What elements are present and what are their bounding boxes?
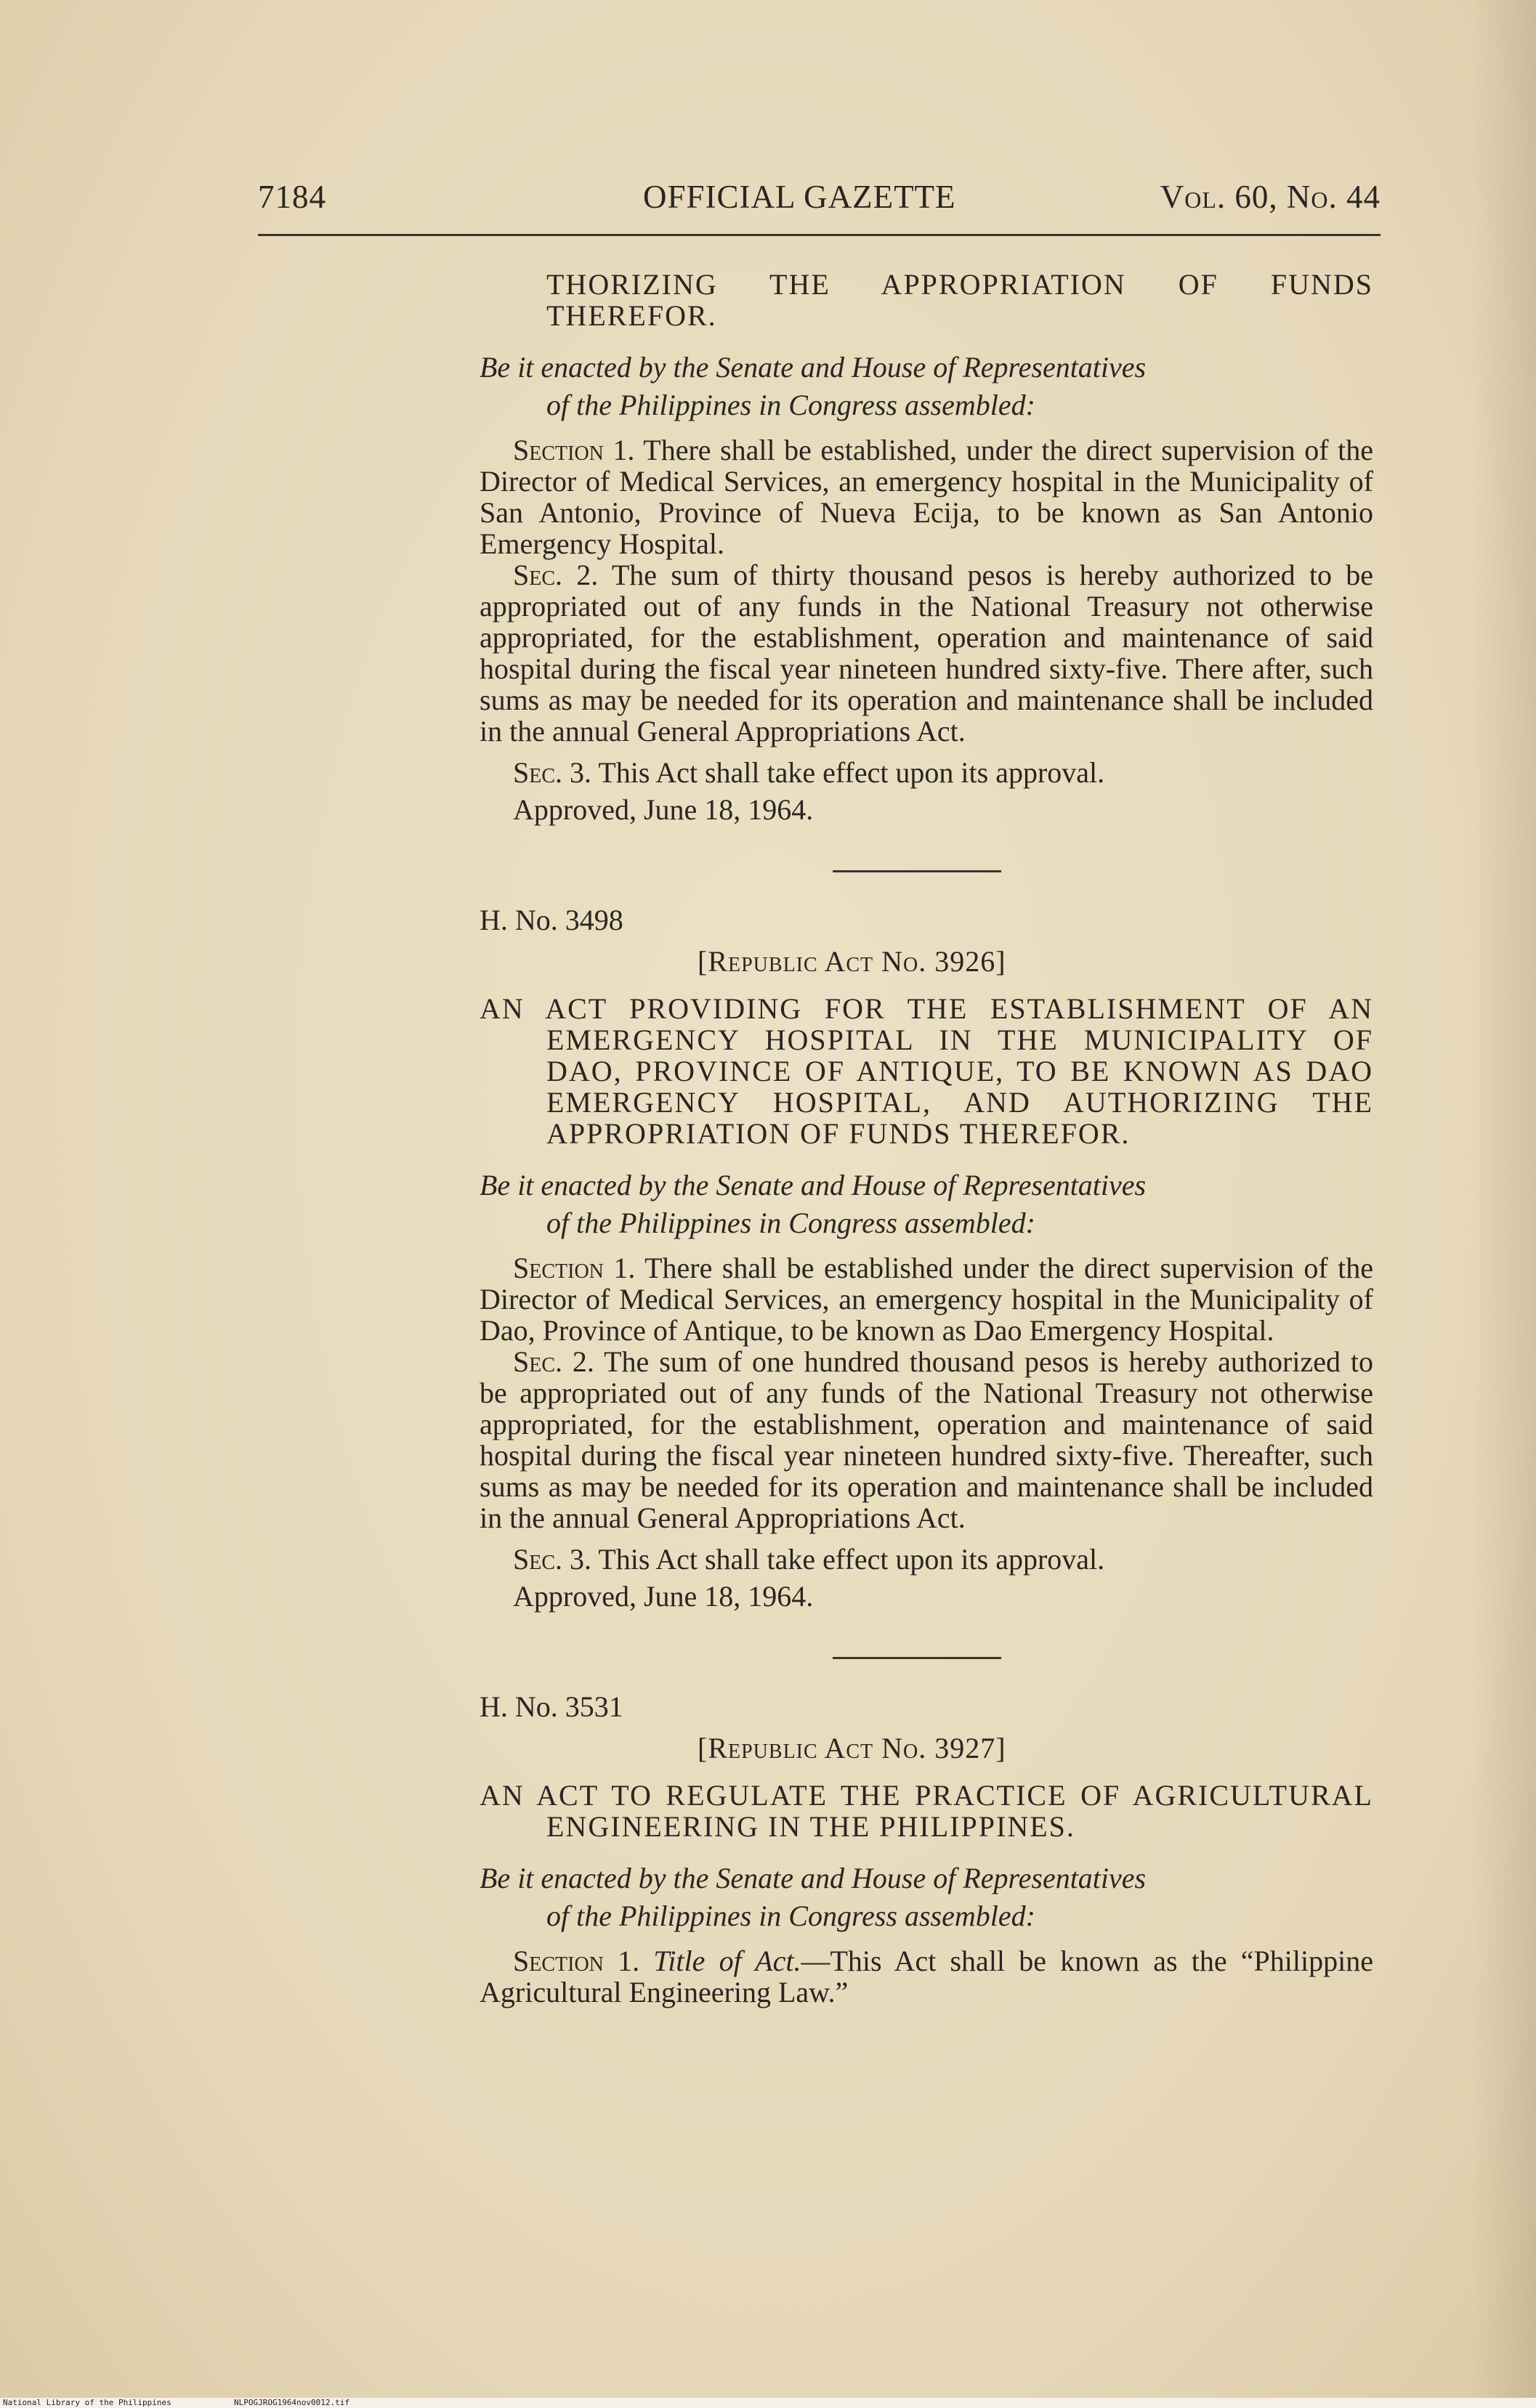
page-content bbox=[480, 269, 1373, 2008]
act3-title: AN ACT TO REGULATE THE PRACTICE OF AGRICULTURAL ENGINEERING IN THE PHILIPPINES. bbox=[480, 1779, 1373, 1843]
scan-footer bbox=[0, 2398, 1536, 2408]
section-label: Section 1. bbox=[513, 434, 635, 466]
page-edge-shadow bbox=[1471, 0, 1536, 2408]
act3-republic-act: [Republic Act No. 3927] bbox=[698, 1732, 1006, 1764]
enacting-line-1: Be it enacted by the Senate and House of Representatives bbox=[480, 1169, 1147, 1201]
publication-title: OFFICIAL GAZETTE bbox=[643, 179, 956, 215]
act3-enacting-clause bbox=[480, 1860, 1373, 1935]
page-number: 7184 bbox=[258, 179, 326, 215]
section-text: —This Act shall be known as the “Philippine Agricultural Engineering Law.” bbox=[480, 1945, 1373, 2008]
file-identifier: NLPOGJROG1964nov0012.tif bbox=[234, 2398, 349, 2407]
section-text: This Act shall take effect upon its approval. bbox=[598, 756, 1105, 789]
enacting-line-2: of the Philippines in Congress assembled: bbox=[546, 389, 1035, 421]
enacting-line-1: Be it enacted by the Senate and House of Representatives bbox=[480, 1862, 1147, 1894]
volume-number: Vol. 60, No. 44 bbox=[1160, 179, 1381, 215]
section-text: The sum of one hundred thousand pesos is hereby authorized to be appropriated out of any funds of the National Treasury not otherwise appropriated, for the establishment, operation and maintenance of said hospital during the fiscal year nineteen hundred sixty-five. Thereafter, such sums as may be needed for its operation and maintenance shall be included in the annual General Appropriations Act. bbox=[480, 1345, 1373, 1534]
page-header bbox=[258, 178, 1381, 222]
section-label: Sec. 2. bbox=[513, 559, 599, 591]
act2-section-2 bbox=[480, 1346, 1373, 1533]
header-rule bbox=[258, 234, 1381, 236]
act2-title: AN ACT PROVIDING FOR THE ESTABLISHMENT OF AN EMERGENCY HOSPITAL IN THE MUNICIPALITY OF DAO, PROVINCE OF ANTIQUE, TO BE KNOWN AS DAO EMERGENCY HOSPITAL, AND AUTHORIZING THE APPROPRIATION OF FUNDS THEREFOR. bbox=[480, 992, 1373, 1150]
act1-approved: Approved, June 18, 1964. bbox=[513, 793, 814, 826]
enacting-line-2: of the Philippines in Congress assembled: bbox=[546, 1900, 1035, 1932]
section-text: There shall be established, under the direct supervision of the Director of Medical Services, an emergency hospital in the Municipality of San Antonio, Province of Nueva Ecija, to be known as San Antonio Emergency Hospital. bbox=[480, 434, 1373, 560]
act3-house-number: H. No. 3531 bbox=[480, 1690, 623, 1723]
act2-enacting-clause bbox=[480, 1167, 1373, 1242]
act2-section-1 bbox=[480, 1252, 1373, 1346]
act2-approved: Approved, June 18, 1964. bbox=[513, 1580, 814, 1613]
act3-section-1 bbox=[480, 1945, 1373, 2008]
act1-section-2 bbox=[480, 559, 1373, 747]
section-divider bbox=[833, 870, 1001, 872]
section-heading: Title of Act. bbox=[653, 1945, 801, 1977]
section-text: The sum of thirty thousand pesos is hereby authorized to be appropriated out of any funds in the National Treasury not otherwise appropriated, for the establishment, operation and maintenance of said hospital during the fiscal year nineteen hundred sixty-five. There after, such sums as may be needed for its operation and maintenance shall be included in the annual General Appropriations Act. bbox=[480, 559, 1373, 747]
enacting-line-1: Be it enacted by the Senate and House of Representatives bbox=[480, 351, 1147, 384]
act1-section-3 bbox=[480, 757, 1373, 788]
act2-republic-act: [Republic Act No. 3926] bbox=[698, 945, 1006, 978]
section-text: This Act shall take effect upon its approval. bbox=[598, 1543, 1105, 1576]
library-credit: National Library of the Philippines bbox=[3, 2398, 171, 2407]
section-label: Sec. 3. bbox=[513, 756, 592, 789]
enacting-line-2: of the Philippines in Congress assembled: bbox=[546, 1207, 1035, 1239]
act2-section-3 bbox=[480, 1544, 1373, 1575]
section-divider bbox=[833, 1657, 1001, 1659]
section-label: Sec. 3. bbox=[513, 1543, 592, 1576]
act1-enacting-clause bbox=[480, 349, 1373, 424]
section-label: Section 1. bbox=[513, 1252, 636, 1284]
section-text: There shall be established under the direct supervision of the Director of Medical Services, an emergency hospital in the Municipality of Dao, Province of Antique, to be known as Dao Emergency Hospital. bbox=[480, 1252, 1373, 1347]
section-label: Sec. 2. bbox=[513, 1345, 594, 1378]
act1-section-1 bbox=[480, 434, 1373, 559]
act1-title-continuation: THORIZING THE APPROPRIATION OF FUNDS THEREFOR. bbox=[546, 268, 1373, 332]
section-label: Section 1. bbox=[513, 1945, 640, 1977]
act2-house-number: H. No. 3498 bbox=[480, 904, 623, 936]
